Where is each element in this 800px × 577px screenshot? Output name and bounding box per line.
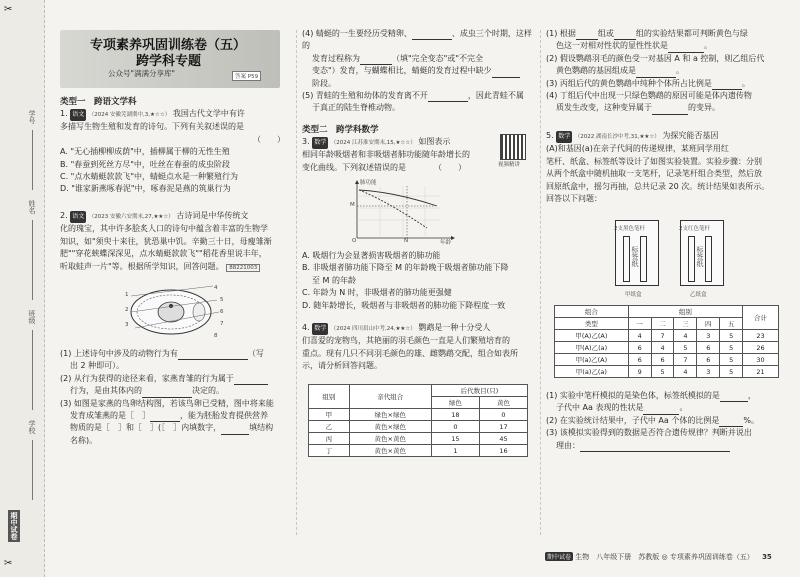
section-heading: 类型二 跨学科数学 — [302, 125, 379, 135]
name-field-line — [32, 220, 33, 300]
question-number: 5. — [546, 131, 554, 140]
egg-label-7: 7 — [220, 321, 224, 327]
subject-tag: 语文 — [70, 211, 86, 223]
table-row: 乙 黄色×绿色 0 17 — [309, 421, 528, 433]
qr-caption: 视频精讲 — [498, 162, 521, 168]
class-field-line — [32, 330, 33, 410]
school-label: 学校 — [28, 420, 36, 434]
egg-label-6: 6 — [220, 309, 224, 315]
pen-icon — [623, 236, 630, 282]
table-row: 甲 绿色×绿色 18 0 — [309, 409, 528, 421]
question-source: （2024 江苏淮安期末,15,★☆☆） — [330, 140, 416, 146]
question-code: 88221003 — [226, 264, 260, 272]
egg-label-3: 3 — [125, 322, 129, 328]
question-5: 5. 数学 （2022 湖南长沙中考,31,★★☆） 为探究能否基因 (A)和基因(a)在亲子代间的传递规律，某班同学用红 笔杆、纸盒、标签纸等设计了如图实验装置。实验步骤：分别 从两个纸盒中随机抽取一支笔杆，记录笔杆组合类型，然后放 回原纸盒中，摇匀再抽，总共记录 20 次。统计结果如表所示。 回答以下问题： — [546, 131, 770, 204]
wechat-label: 公众号"满满分享库" — [108, 69, 175, 78]
question-source: （2022 湖南长沙中考,31,★★☆） — [574, 134, 660, 140]
subject-tag: 语文 — [70, 109, 86, 121]
answer-ref: 答案 P59 — [232, 71, 261, 81]
question-2-subquestions: (1) 上述诗句中涉及的动物行为有 （写 出 2 种即可）。 (2) 从行为获得的途径来看，家燕育雏的行为属于 行为，是由其体内的 决定的。 (3) 如图是家燕的鸟卵结构图，若该鸟卵已受精，图中将来能 发育成雏燕的是［ ］ ，能为胚胎发育提供营养 物质的是［ ］和［ ］(［ ］内填数字， 填结构 名称)。 — [60, 349, 274, 445]
option-c: C. "点水蜻蜓款款飞"中，蜻蜓点水是一种繁殖行为 — [60, 172, 239, 182]
class-label: 班级 — [28, 310, 36, 324]
option-c: C. 年龄为 N 时，非吸烟者的肺功能更强健 — [302, 288, 452, 298]
question-2-continued: (4) 蜻蜓的一生要经历受精卵、 、成虫三个时期，这样的 发育过程称为 （填"完全变态"或"不完全 变态"）发育，与蝴蝶相比，蜻蜓的发育过程中缺少 阶段。 (5) 青蛙的生殖和幼体的发育离不开 ，因此青蛙不属 于真正的陆生脊椎动物。 — [302, 29, 532, 113]
question-source: （2024 四川眉山中考,24,★★☆） — [330, 326, 416, 332]
option-a: A. "无心插柳柳成荫"中，插柳属于柳的无性生殖 — [60, 147, 230, 157]
column-divider — [296, 30, 297, 535]
question-2: 2. 语文 （2023 安徽六安期末,27,★★☆） 古诗词是中华传统文 化的瑰宝，其中许多脍炙人口的诗句中蕴含着丰富的生物学 知识，如"须臾十来往，犹恐巢中饥。辛勤三十日，母瘦雏渐 肥""穿花蛱蝶深深见，点水蜻蜓款款飞""稻花香里说丰年， 听取蛙声一片"等。根据所学知识，回答问题。 88221003 — [60, 211, 272, 271]
option-b: B. 非吸烟者肺功能下降至 M 的年龄晚于吸烟者肺功能下降 — [302, 263, 509, 273]
answer-paren: （ ） — [434, 162, 466, 172]
chart-m-label: M — [350, 202, 355, 208]
chart-n-label: N — [404, 238, 409, 244]
question-number: 3. — [302, 137, 310, 146]
question-number: 4. — [302, 323, 310, 332]
subject-tag: 数学 — [556, 131, 572, 143]
scissors-icon: ✂ — [4, 558, 13, 569]
page-footer — [545, 552, 785, 562]
option-d: D. "谁家新燕啄春泥"中，啄春泥是燕的筑巢行为 — [60, 184, 231, 194]
footer-tag: 期中试卷 — [547, 554, 572, 561]
table-row: 甲(A)乙(A) 4 7 4 3 5 23 — [555, 330, 779, 342]
scissors-icon: ✂ — [4, 4, 13, 15]
footer-title: ◎ 专项素养巩固训练卷（五） — [661, 553, 754, 561]
brand-label: 期中试卷 — [10, 512, 18, 540]
pen-icon — [688, 236, 695, 282]
question-4-subquestions: (1) 根据 组或 组的实验结果都可判断黄色与绿 色这一对相对性状的显性性状是 。 (2) 假设鹦鹉羽毛的颜色受一对基因 A 和 a 控制，则乙组后代 黄色鹦鹉的基因组成是 。 (3) 丙组后代的黄色鹦鹉中纯种个体所占比例是 。 (4) 丁组后代中出现一只绿色鹦鹉的原因可能是体内遗传物 质发生改变，这种变异属于 的变异。 — [546, 28, 786, 115]
binding-margin — [0, 0, 45, 577]
egg-label-5: 5 — [220, 297, 224, 303]
chart-origin: O — [352, 238, 357, 244]
egg-label-4: 4 — [214, 285, 218, 291]
subject-tag: 数学 — [312, 323, 328, 335]
table-row: 丁 黄色×黄色 1 16 — [309, 445, 528, 457]
name-label: 姓名 — [28, 200, 36, 214]
id-label: 学号 — [28, 110, 36, 124]
pen-icon — [705, 236, 712, 282]
box-a-label: 甲纸盒 — [625, 292, 642, 298]
subject-tag: 数学 — [312, 137, 328, 149]
question-1: 1. 语文 （2024 安徽芜湖期中,3,★☆☆） 我国古代文学中有许 多描写生物生殖和发育的诗句。下列有关叙述误的是 （ ） A. "无心插柳柳成荫"中，插柳属于柳的无性生殖 B. "春蚕到死丝方尽"中，吐丝在春蚕的成虫阶段 C. "点水蜻蜓款款飞"中，蜻蜓点水是一种繁殖行为 D. "谁家新燕啄春泥"中，啄春泥是燕的筑巢行为 — [60, 108, 285, 196]
question-source: （2023 安徽六安期末,27,★★☆） — [88, 214, 174, 220]
smoker-curve — [359, 190, 427, 228]
header-banner — [60, 30, 280, 88]
question-number: 1. — [60, 109, 68, 118]
table-row: 甲(a)乙(a) 9 5 4 3 5 21 — [555, 366, 779, 378]
question-5-subquestions: (1) 实验中笔杆模拟的是染色体，标签纸模拟的是 ， 子代中 Aa 表现的性状是 。 (2) 在实验统计结果中，子代中 Aa 个体的比例是 %。 (3) 该模拟实验得到的数据是否符合遗传规律？判断并说出 理由： — [546, 390, 786, 452]
option-b: B. "春蚕到死丝方尽"中，吐丝在春蚕的成虫阶段 — [60, 159, 230, 169]
page-number: 35 — [762, 553, 772, 561]
table-row: 甲(A)乙(a) 6 4 5 6 5 26 — [555, 342, 779, 354]
egg-label-1: 1 — [125, 292, 129, 298]
qr-code-icon[interactable] — [500, 134, 526, 160]
question-number: 2. — [60, 211, 68, 220]
answer-paren: （ ） — [253, 134, 285, 144]
option-d: D. 随年龄增长，吸烟者与非吸烟者的肺功能下降程度一致 — [302, 300, 506, 310]
page-title: 专项素养巩固训练卷（五） — [90, 38, 247, 53]
pen-label: 标签纸 — [696, 246, 704, 267]
box-a-title: 2支黑色笔杆 — [614, 226, 645, 232]
school-field-line — [32, 440, 33, 500]
question-source: （2024 安徽芜湖期中,3,★☆☆） — [88, 112, 171, 118]
pen-icon — [640, 236, 647, 282]
gene-table: 组合 组别 合计 类型 一 二 三 四 五 甲(A)乙(A) 4 7 4 3 5 23 甲(A)乙(a) 6 4 5 6 5 26 甲(a)乙(A) 6 6 7 6 5 30 甲(a)乙(a) 9 5 4 3 5 21 — [554, 305, 779, 378]
box-b-title: 2支红色笔杆 — [679, 226, 710, 232]
footer-text: 生物 八年级下册 苏教版 — [575, 553, 660, 561]
box-b-label: 乙纸盒 — [690, 292, 707, 298]
egg-label-2: 2 — [125, 307, 129, 313]
question-3-options: A. 吸烟行为会显著损害吸烟者的肺功能 B. 非吸烟者肺功能下降至 M 的年龄晚于吸烟者肺功能下降 至 M 的年龄 C. 年龄为 N 时，非吸烟者的肺功能更强健 D. 随年龄增长，吸烟者与非吸烟者的肺功能下降程度一致 — [302, 250, 534, 312]
page-subtitle: 跨学科专题 — [136, 54, 202, 69]
parrot-table: 组别 亲代组合 后代数目(只) 绿色 黄色 甲 绿色×绿色 18 0 乙 黄色×绿色 0 17 丙 黄色×黄色 15 45 丁 黄色×黄色 1 16 — [308, 384, 528, 457]
id-field-line — [32, 130, 33, 190]
table-row: 丙 黄色×黄色 15 45 — [309, 433, 528, 445]
question-4: 4. 数学 （2024 四川眉山中考,24,★★☆） 鹦鹉是一种十分受人 们喜爱的宠物鸟，其艳丽的羽毛颜色一直是人们繁殖培育的 重点。现有几只不同羽毛颜色的雄、雌鹦鹉交配，组合如表所 示，请分析回答问题。 — [302, 323, 518, 371]
chart-y-label: 肺功能 — [360, 180, 377, 186]
non-smoker-curve — [359, 190, 437, 206]
section-heading: 类型一 跨语文学科 — [60, 97, 137, 107]
table-row: 甲(a)乙(A) 6 6 7 6 5 30 — [555, 354, 779, 366]
chart-x-label: 年龄 — [440, 240, 452, 246]
column-divider — [540, 30, 541, 535]
question-3: 3. 数学 （2024 江苏淮安期末,15,★☆☆） 如图表示 相同年龄吸烟者和非吸烟者肺功能随年龄增长的 变化曲线。下列叙述错误的是 （ ） — [302, 137, 470, 172]
pen-label: 标签纸 — [631, 246, 639, 267]
egg-label-8: 8 — [214, 333, 218, 339]
option-a: A. 吸烟行为会显著损害吸烟者的肺功能 — [302, 251, 441, 260]
